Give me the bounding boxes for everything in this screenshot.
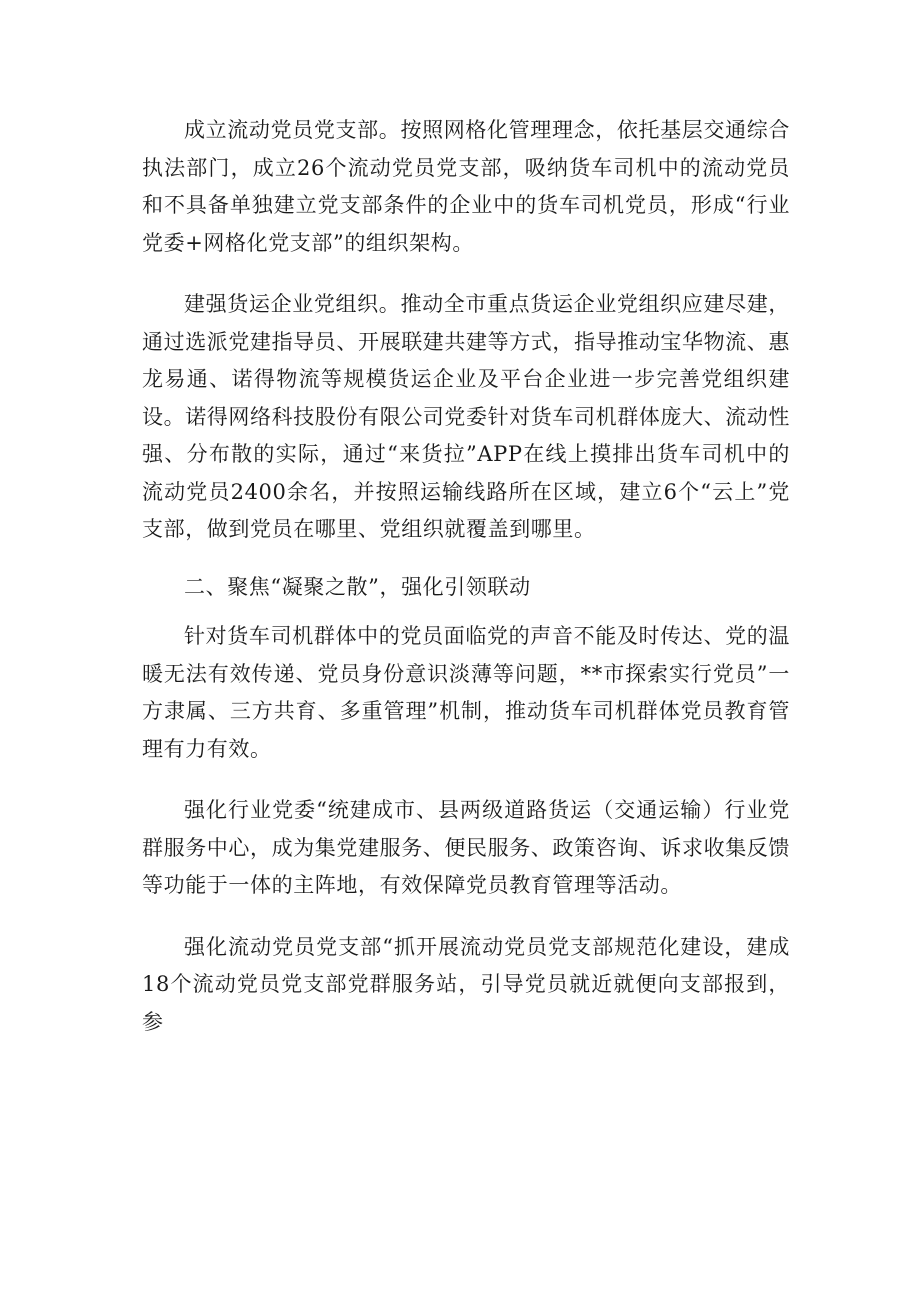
paragraph-party-member-management: 针对货车司机群体中的党员面临党的声音不能及时传达、党的温暖无法有效传递、党员身份意识淡薄等问题，**市探索实行党员”一方隶属、三方共育、多重管理”机制，推动货车司机群体党员教育管理有力有效。	[142, 624, 790, 761]
paragraph-mobile-party-branch: 成立流动党员党支部。按照网格化管理理念，依托基层交通综合执法部门，成立26个流动党员党支部，吸纳货车司机中的流动党员和不具备单独建立党支部条件的企业中的货车司机党员，形成“行业党委+网格化党支部”的组织架构。	[142, 118, 790, 255]
paragraph-freight-enterprise-party: 建强货运企业党组织。推动全市重点货运企业党组织应建尽建，通过选派党建指导员、开展联建共建等方式，指导推动宝华物流、惠龙易通、诺得物流等规模货运企业及平台企业进一步完善党组织建设。诺得网络科技股份有限公司党委针对货车司机群体庞大、流动性强、分布散的实际，通过“来货拉”APP在线上摸排出货车司机中的流动党员2400余名，并按照运输线路所在区域，建立6个“云上”党支部，做到党员在哪里、党组织就覆盖到哪里。	[142, 292, 790, 541]
section-heading-two: 二、聚焦“凝聚之散”，强化引领联动	[184, 574, 531, 599]
paragraph-industry-party-committee: 强化行业党委“统建成市、县两级道路货运（交通运输）行业党群服务中心，成为集党建服务、便民服务、政策咨询、诉求收集反馈等功能于一体的主阵地，有效保障党员教育管理等活动。	[142, 798, 790, 897]
document-body	[142, 112, 790, 1041]
paragraph-branch-standardization: 强化流动党员党支部“抓开展流动党员党支部规范化建设，建成18个流动党员党支部党群服务站，引导党员就近就便向支部报到，参	[142, 934, 790, 1034]
